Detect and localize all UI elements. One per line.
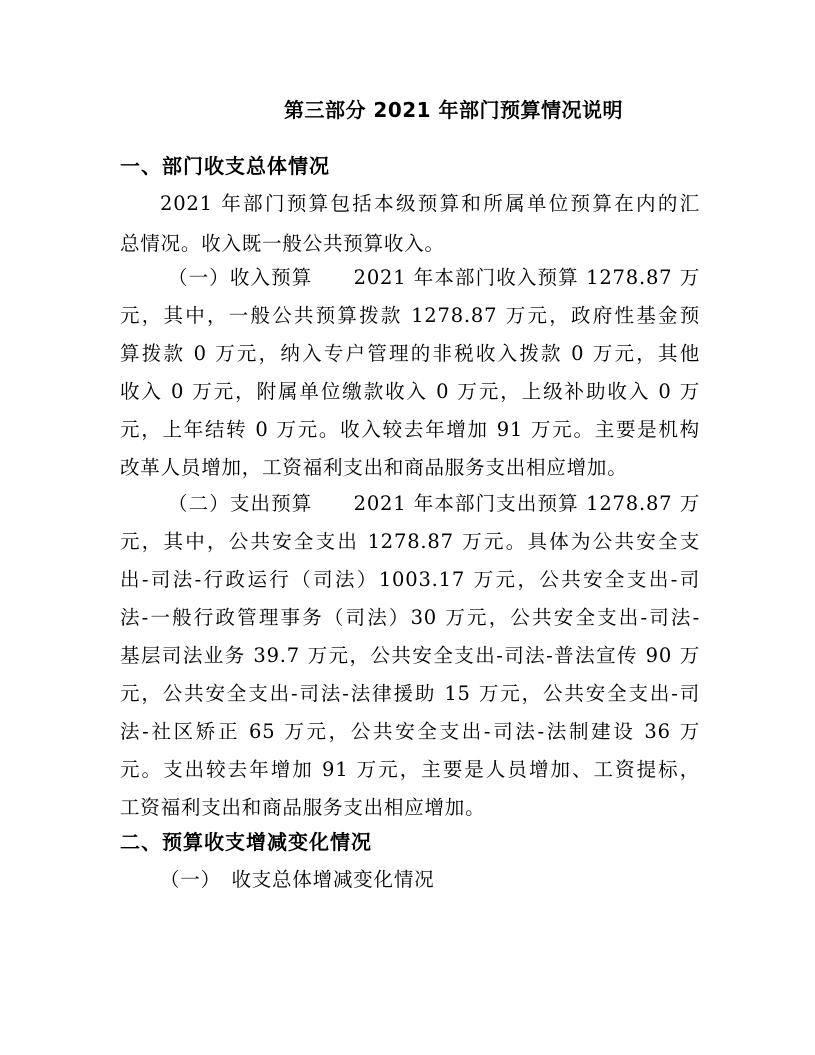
paragraph-line: 改革人员增加，工资福利支出和商品服务支出相应增加。 bbox=[120, 456, 628, 479]
paragraph-line: 元，其中，一般公共预算拨款 1278.87 万元，政府性基金预 bbox=[120, 304, 700, 327]
paragraph-line: 法-社区矫正 65 万元，公共安全支出-司法-法制建设 36 万 bbox=[120, 720, 700, 743]
section1-heading: 一、部门收支总体情况 bbox=[120, 154, 330, 178]
paragraph-line: （二）支出预算 2021 年本部门支出预算 1278.87 万 bbox=[168, 492, 700, 515]
paragraph-line: 算拨款 0 万元，纳入专户管理的非税收入拨款 0 万元，其他 bbox=[120, 342, 700, 365]
paragraph-line: 元，其中，公共安全支出 1278.87 万元。具体为公共安全支 bbox=[120, 530, 700, 553]
paragraph-line: 收入 0 万元，附属单位缴款收入 0 万元，上级补助收入 0 万 bbox=[120, 380, 700, 403]
paragraph-line: 2021 年部门预算包括本级预算和所属单位预算在内的汇 bbox=[160, 192, 700, 215]
paragraph-line: 元，上年结转 0 万元。收入较去年增加 91 万元。主要是机构 bbox=[120, 418, 700, 441]
paragraph-line: 法-一般行政管理事务（司法）30 万元，公共安全支出-司法- bbox=[120, 606, 700, 629]
page-title: 第三部分 2021 年部门预算情况说明 bbox=[283, 98, 624, 122]
paragraph-line: 出-司法-行政运行（司法）1003.17 万元，公共安全支出-司 bbox=[120, 568, 700, 591]
section2-heading: 二、预算收支增减变化情况 bbox=[120, 830, 372, 854]
paragraph-line: 工资福利支出和商品服务支出相应增加。 bbox=[120, 796, 486, 819]
section2-subheading: （一） 收支总体增减变化情况 bbox=[160, 868, 435, 891]
paragraph-line: 基层司法业务 39.7 万元，公共安全支出-司法-普法宣传 90 万 bbox=[120, 644, 700, 667]
paragraph-line: 元。支出较去年增加 91 万元，主要是人员增加、工资提标， bbox=[120, 758, 700, 781]
paragraph-line: 总情况。收入既一般公共预算收入。 bbox=[120, 232, 445, 255]
paragraph-line: （一）收入预算 2021 年本部门收入预算 1278.87 万 bbox=[168, 266, 700, 289]
paragraph-line: 元，公共安全支出-司法-法律援助 15 万元，公共安全支出-司 bbox=[120, 682, 700, 705]
